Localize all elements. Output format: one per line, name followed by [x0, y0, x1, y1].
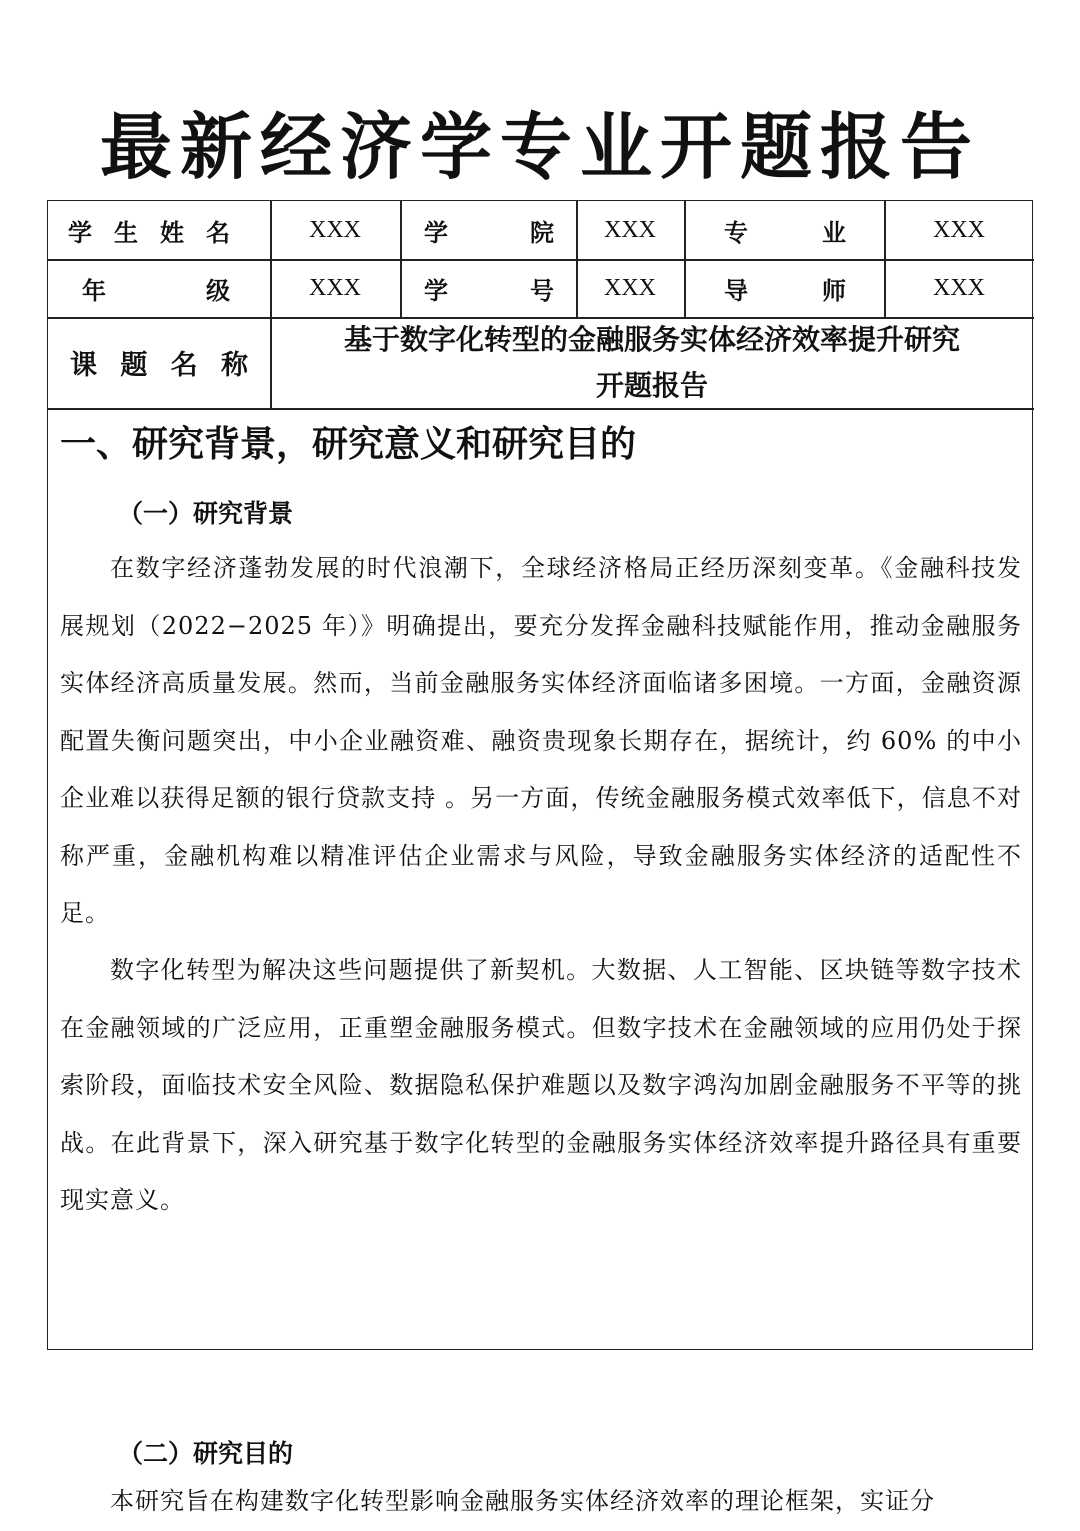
student-name-label: 学 生 姓 名 — [68, 217, 230, 247]
college-label: 学 院 — [424, 217, 554, 247]
divider — [270, 201, 272, 408]
divider — [884, 201, 886, 317]
topic-label: 课 题 名 称 — [70, 350, 248, 381]
major-value: XXX — [933, 216, 985, 243]
student-id-value: XXX — [604, 274, 656, 301]
major-label: 专 业 — [724, 217, 846, 247]
student-id-label: 学 号 — [424, 275, 554, 305]
advisor-value: XXX — [933, 274, 985, 301]
divider — [48, 317, 1034, 319]
divider — [48, 408, 1034, 410]
topic-title-line2: 开题报告 — [595, 368, 708, 402]
college-value: XXX — [604, 216, 656, 243]
topic-title-line1: 基于数字化转型的金融服务实体经济效率提升研究 — [343, 322, 960, 356]
divider — [400, 201, 402, 317]
page-title: 最新经济学专业开题报告 — [99, 104, 980, 189]
grade-value: XXX — [309, 274, 361, 301]
advisor-label: 导 师 — [724, 275, 846, 305]
student-name-value: XXX — [309, 216, 361, 243]
section-heading: 一、研究背景，研究意义和研究目的 — [60, 423, 637, 465]
topic-title — [270, 317, 1034, 408]
subsection-heading-purpose: （二）研究目的 — [118, 1439, 294, 1468]
divider — [48, 259, 1034, 261]
paragraph-background-1: 在数字经济蓬勃发展的时代浪潮下，全球经济格局正经历深刻变革。《金融科技发展规划（2022−2025 年）》明确提出，要充分发挥金融科技赋能作用，推动金融服务实体经济高质量发展。然而，当前金融服务实体经济面临诸多困境。一方面，金融资源配置失衡问题突出，中小企业融资难、融资贵现象长期存在，据统计，约 60% 的中小企业难以获得足额的银行贷款支持 。另一方面，传统金融服务模式效率低下，信息不对称严重，金融机构难以精准评估企业需求与风险，导致金融服务实体经济的适配性不足。 — [60, 554, 1022, 927]
paragraph-background-2: 数字化转型为解决这些问题提供了新契机。大数据、人工智能、区块链等数字技术在金融领域的广泛应用，正重塑金融服务模式。但数字技术在金融领域的应用仍处于探索阶段，面临技术安全风险、数据隐私保护难题以及数字鸿沟加剧金融服务不平等的挑战。在此背景下，深入研究基于数字化转型的金融服务实体经济效率提升路径具有重要现实意义。 — [60, 956, 1022, 1214]
grade-label: 年 级 — [82, 275, 230, 305]
subsection-heading-background: （一）研究背景 — [118, 499, 294, 528]
paragraph-purpose: 本研究旨在构建数字化转型影响金融服务实体经济效率的理论框架，实证分 — [110, 1487, 935, 1515]
divider — [576, 201, 578, 317]
proposal-form — [47, 200, 1033, 1515]
divider — [684, 201, 686, 317]
